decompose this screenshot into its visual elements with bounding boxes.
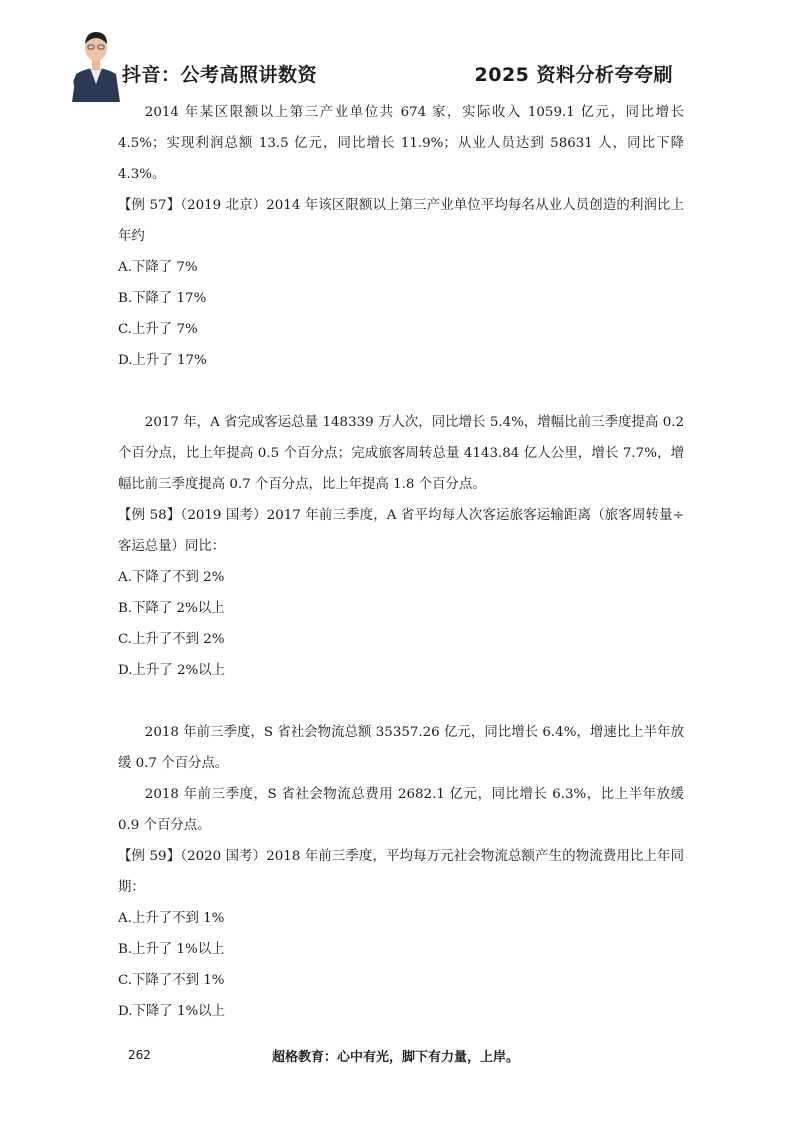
question-block-57	[118, 97, 684, 376]
option-a: A.下降了 7%	[118, 260, 198, 275]
spacer	[118, 686, 684, 717]
option-c: C.上升了 7%	[118, 322, 198, 337]
option-d: D.上升了 2%以上	[118, 663, 225, 678]
option-a: A.下降了不到 2%	[118, 570, 225, 585]
option-d: D.上升了 17%	[118, 353, 207, 368]
question-stem: 【例 57】（2019 北京）2014 年该区限额以上第三产业单位平均每名从业人员创造的利润比上年约	[118, 198, 684, 244]
material-paragraph: 2014 年某区限额以上第三产业单位共 674 家，实际收入 1059.1 亿元，同比增长 4.5%；实现利润总额 13.5 亿元，同比增长 11.9%；从业人员达到 58631 人，同比下降 4.3%。	[118, 105, 684, 182]
series-title: 2025 资料分析夸夸刷	[474, 64, 673, 86]
material-paragraph: 2018 年前三季度，S 省社会物流总额 35357.26 亿元，同比增长 6.4%，增速比上半年放缓 0.7 个百分点。	[118, 725, 684, 771]
option-d: D.下降了 1%以上	[118, 1004, 225, 1019]
presenter-avatar	[68, 24, 124, 102]
question-block-59	[118, 717, 684, 1027]
channel-brand: 抖音：公考高照讲数资	[122, 64, 318, 86]
material-paragraph: 2017 年，A 省完成客运总量 148339 万人次，同比增长 5.4%，增幅比前三季度提高 0.2 个百分点，比上年提高 0.5 个百分点；完成旅客周转总量 4143.84 亿人公里，增长 7.7%，增幅比前三季度提高 0.7 个百分点，比上年提高 1.8 个百分点。	[118, 415, 684, 492]
question-stem: 【例 58】（2019 国考）2017 年前三季度，A 省平均每人次客运旅客运输距离（旅客周转量÷客运总量）同比：	[118, 508, 684, 554]
option-c: C.上升了不到 2%	[118, 632, 225, 647]
page-content	[118, 97, 684, 1027]
material-paragraph: 2018 年前三季度，S 省社会物流总费用 2682.1 亿元，同比增长 6.3%，比上半年放缓 0.9 个百分点。	[118, 787, 684, 833]
option-b: B.下降了 2%以上	[118, 601, 225, 616]
option-c: C.下降了不到 1%	[118, 973, 225, 988]
option-a: A.上升了不到 1%	[118, 911, 225, 926]
footer-slogan: 超格教育：心中有光，脚下有力量，上岸。	[272, 1050, 520, 1065]
page-footer	[0, 1040, 800, 1070]
spacer	[118, 376, 684, 407]
option-b: B.上升了 1%以上	[118, 942, 225, 957]
page-header	[0, 0, 800, 100]
page-number: 262	[128, 1048, 151, 1062]
option-b: B.下降了 17%	[118, 291, 207, 306]
question-block-58	[118, 407, 684, 686]
question-stem: 【例 59】（2020 国考）2018 年前三季度，平均每万元社会物流总额产生的物流费用比上年同期：	[118, 849, 684, 895]
